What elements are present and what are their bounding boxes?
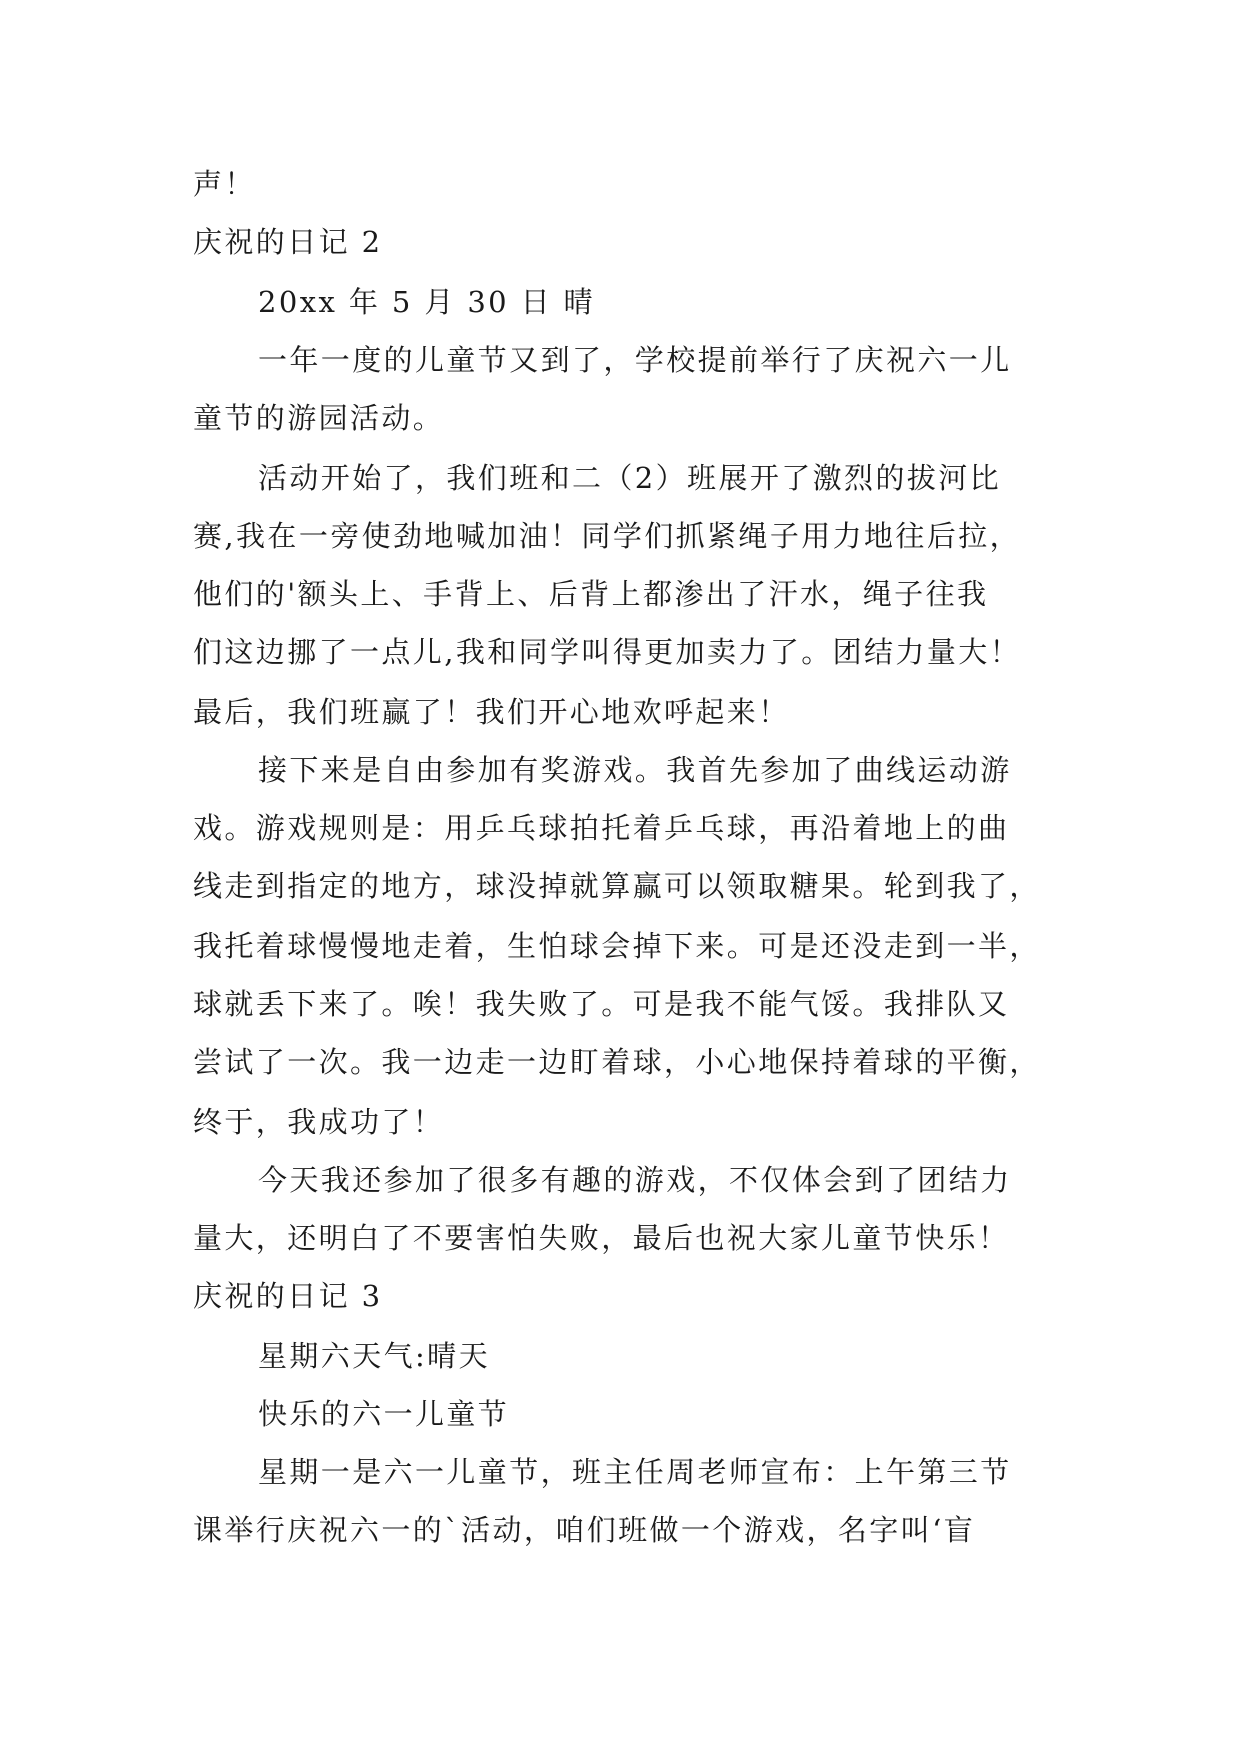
text-line: 星期一是六一儿童节，班主任周老师宣布：上午第三节 bbox=[258, 1455, 1012, 1489]
text-line: 一年一度的儿童节又到了，学校提前举行了庆祝六一儿 bbox=[258, 343, 1012, 377]
diary-title-line: 快乐的六一儿童节 bbox=[258, 1397, 510, 1431]
text-line: 球就丢下来了。唉！我失败了。可是我不能气馁。我排队又 bbox=[193, 987, 1010, 1021]
text-line: 线走到指定的地方，球没掉就算赢可以领取糖果。轮到我了， bbox=[193, 869, 1041, 903]
section-heading: 庆祝的日记 2 bbox=[193, 225, 383, 259]
diary-date-line: 20xx 年 5 月 30 日 晴 bbox=[258, 285, 596, 319]
section-heading: 庆祝的日记 3 bbox=[193, 1279, 383, 1313]
text-line: 量大，还明白了不要害怕失败，最后也祝大家儿童节快乐！ bbox=[193, 1221, 1010, 1255]
text-line: 赛,我在一旁使劲地喊加油！同学们抓紧绳子用力地往后拉， bbox=[193, 519, 1022, 553]
text-line: 今天我还参加了很多有趣的游戏，不仅体会到了团结力 bbox=[258, 1163, 1012, 1197]
text-line: 童节的游园活动。 bbox=[193, 401, 445, 435]
text-line: 尝试了一次。我一边走一边盯着球，小心地保持着球的平衡， bbox=[193, 1045, 1041, 1079]
text-line: 们这边挪了一点儿,我和同学叫得更加卖力了。团结力量大！ bbox=[193, 635, 1022, 669]
text-line: 最后，我们班赢了！我们开心地欢呼起来！ bbox=[193, 695, 790, 729]
text-line: 戏。游戏规则是：用乒乓球拍托着乒乓球，再沿着地上的曲 bbox=[193, 811, 1010, 845]
diary-weather-line: 星期六天气:晴天 bbox=[258, 1339, 490, 1373]
text-line: 接下来是自由参加有奖游戏。我首先参加了曲线运动游 bbox=[258, 753, 1012, 787]
text-line: 终于，我成功了！ bbox=[193, 1105, 445, 1139]
text-line: 他们的'额头上、手背上、后背上都渗出了汗水，绳子往我 bbox=[193, 577, 989, 611]
text-line: 课举行庆祝六一的`活动，咱们班做一个游戏，名字叫‘盲 bbox=[193, 1513, 976, 1547]
text-line: 我托着球慢慢地走着，生怕球会掉下来。可是还没走到一半， bbox=[193, 929, 1041, 963]
text-line: 活动开始了，我们班和二（2）班展开了激烈的拔河比 bbox=[258, 461, 1002, 495]
text-line: 声！ bbox=[193, 167, 256, 201]
